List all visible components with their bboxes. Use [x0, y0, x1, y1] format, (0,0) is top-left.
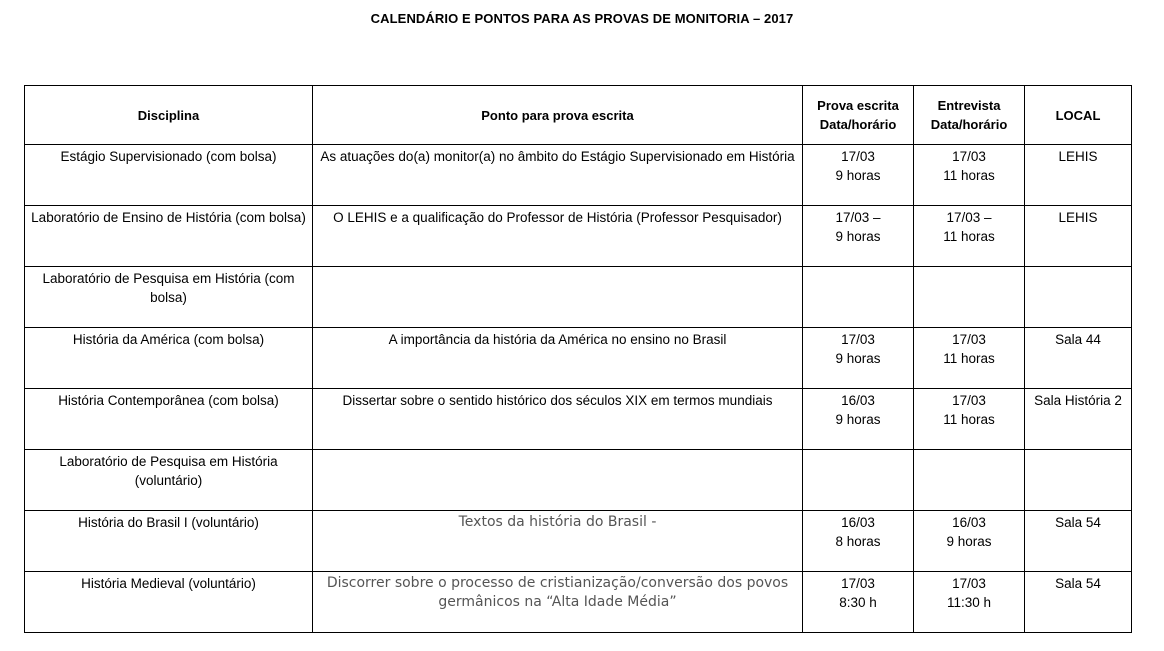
cell-local: Sala 44	[1025, 328, 1132, 389]
cell-entrevista	[914, 450, 1025, 511]
header-entrevista: Entrevista Data/horário	[914, 86, 1025, 145]
header-disciplina: Disciplina	[25, 86, 313, 145]
cell-disciplina: História Medieval (voluntário)	[25, 572, 313, 633]
cell-local: Sala História 2	[1025, 389, 1132, 450]
cell-prova: 17/03 9 horas	[803, 328, 914, 389]
document-title: CALENDÁRIO E PONTOS PARA AS PROVAS DE MONITORIA – 2017	[370, 11, 794, 26]
table-row	[25, 389, 1132, 450]
cell-entrevista: 17/03 11:30 h	[914, 572, 1025, 633]
cell-disciplina: História do Brasil I (voluntário)	[25, 511, 313, 572]
table-row	[25, 450, 1132, 511]
cell-prova: 17/03 – 9 horas	[803, 206, 914, 267]
cell-disciplina: História da América (com bolsa)	[25, 328, 313, 389]
cell-entrevista	[914, 267, 1025, 328]
table-row	[25, 267, 1132, 328]
cell-entrevista: 17/03 11 horas	[914, 328, 1025, 389]
cell-ponto: A importância da história da América no ensino no Brasil	[313, 328, 803, 389]
table-header-row	[25, 86, 1132, 145]
cell-prova	[803, 450, 914, 511]
cell-local: Sala 54	[1025, 511, 1132, 572]
cell-local: LEHIS	[1025, 145, 1132, 206]
cell-prova	[803, 267, 914, 328]
header-local: LOCAL	[1025, 86, 1132, 145]
table-row	[25, 328, 1132, 389]
cell-entrevista: 17/03 – 11 horas	[914, 206, 1025, 267]
cell-prova: 16/03 8 horas	[803, 511, 914, 572]
cell-entrevista: 17/03 11 horas	[914, 145, 1025, 206]
cell-ponto: Discorrer sobre o processo de cristianização/conversão dos povos germânicos na “Alta Idade Média”	[313, 572, 803, 633]
cell-prova: 16/03 9 horas	[803, 389, 914, 450]
cell-local	[1025, 267, 1132, 328]
cell-local: LEHIS	[1025, 206, 1132, 267]
cell-local: Sala 54	[1025, 572, 1132, 633]
cell-ponto: Textos da história do Brasil -	[313, 511, 803, 572]
cell-prova: 17/03 9 horas	[803, 145, 914, 206]
cell-entrevista: 16/03 9 horas	[914, 511, 1025, 572]
header-prova-escrita: Prova escrita Data/horário	[803, 86, 914, 145]
table-row	[25, 511, 1132, 572]
cell-disciplina: Laboratório de Pesquisa em História (voluntário)	[25, 450, 313, 511]
cell-disciplina: Laboratório de Pesquisa em História (com bolsa)	[25, 267, 313, 328]
schedule-table	[24, 85, 1132, 633]
cell-disciplina: História Contemporânea (com bolsa)	[25, 389, 313, 450]
cell-ponto: Dissertar sobre o sentido histórico dos séculos XIX em termos mundiais	[313, 389, 803, 450]
cell-prova: 17/03 8:30 h	[803, 572, 914, 633]
cell-ponto: O LEHIS e a qualificação do Professor de História (Professor Pesquisador)	[313, 206, 803, 267]
table-row	[25, 206, 1132, 267]
table-row	[25, 145, 1132, 206]
cell-entrevista: 17/03 11 horas	[914, 389, 1025, 450]
cell-local	[1025, 450, 1132, 511]
cell-ponto	[313, 450, 803, 511]
cell-disciplina: Estágio Supervisionado (com bolsa)	[25, 145, 313, 206]
cell-ponto	[313, 267, 803, 328]
table-row	[25, 572, 1132, 633]
cell-ponto: As atuações do(a) monitor(a) no âmbito do Estágio Supervisionado em História	[313, 145, 803, 206]
cell-disciplina: Laboratório de Ensino de História (com bolsa)	[25, 206, 313, 267]
header-ponto: Ponto para prova escrita	[313, 86, 803, 145]
